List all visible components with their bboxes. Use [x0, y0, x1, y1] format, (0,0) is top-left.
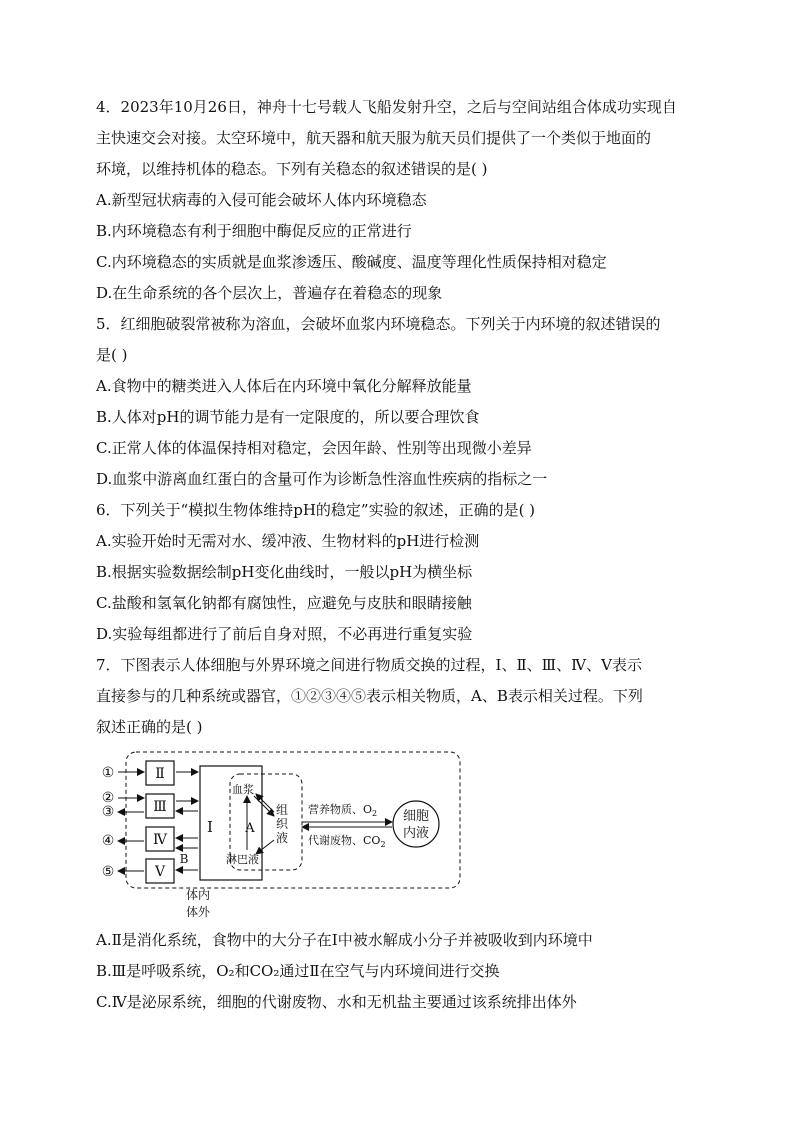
organ-iii-label: Ⅲ: [153, 799, 167, 815]
system-i-label: Ⅰ: [207, 818, 213, 836]
process-a-label: A: [245, 821, 255, 836]
q4-option-c: C.内环境稳态的实质就是血浆渗透压、酸碱度、温度等理化性质保持相对稳定: [96, 253, 607, 271]
q5-option-a: A.食物中的糖类进入人体后在内环境中氧化分解释放能量: [96, 377, 472, 395]
q4-stem-line-2: 主快速交会对接。太空环境中，航天器和航天服为航天员们提供了一个类似于地面的: [96, 129, 652, 147]
q4-option-a: A.新型冠状病毒的入侵可能会破坏人体内环境稳态: [96, 191, 427, 209]
q5-option-b: B.人体对pH的调节能力是有一定限度的，所以要合理饮食: [96, 408, 480, 426]
q6-option-d: D.实验每组都进行了前后自身对照，不必再进行重复实验: [96, 625, 473, 643]
tissue-fluid-char-2: 织: [275, 817, 289, 831]
q7-stem-line-2: 直接参与的几种系统或器官，①②③④⑤表示相关物质，A、B表示相关过程。下列: [96, 687, 643, 705]
q7-option-c: C.Ⅳ是泌尿系统，细胞的代谢废物、水和无机盐主要通过该系统排出体外: [96, 993, 577, 1011]
q5-option-c: C.正常人体的体温保持相对稳定，会因年龄、性别等出现微小差异: [96, 439, 532, 457]
substance-1-label: ①: [101, 765, 115, 781]
q4-option-b: B.内环境稳态有利于细胞中酶促反应的正常进行: [96, 222, 412, 240]
q6-option-b: B.根据实验数据绘制pH变化曲线时，一般以pH为横坐标: [96, 563, 473, 581]
q7-stem-line-1: 7．下图表示人体细胞与外界环境之间进行物质交换的过程，Ⅰ、Ⅱ、Ⅲ、Ⅳ、Ⅴ表示: [96, 656, 642, 674]
arrow-plasma-to-tissue: [254, 796, 274, 816]
cell-label-line-2: 内液: [402, 826, 430, 841]
wastes-text: 代谢废物、CO: [308, 834, 381, 847]
nutrients-text: 营养物质、O: [308, 803, 373, 816]
q4-option-d: D.在生命系统的各个层次上，普遍存在着稳态的现象: [96, 284, 443, 302]
process-b-label: B: [179, 852, 189, 866]
arrow-tissue-to-lymph: [256, 840, 274, 854]
substance-2-label: ②: [101, 790, 115, 806]
wastes-subscript: 2: [380, 840, 386, 849]
wastes-label: [308, 833, 386, 849]
organ-ii-label: Ⅱ: [155, 766, 165, 782]
q6-stem-line-1: 6．下列关于“模拟生物体维持pH的稳定”实验的叙述，正确的是( ): [96, 501, 536, 519]
organ-iv-label: Ⅳ: [153, 832, 167, 848]
tissue-fluid-char-1: 组: [275, 803, 289, 817]
substance-4-label: ④: [101, 833, 115, 849]
inside-body-label: 体内: [186, 888, 211, 902]
q6-option-a: A.实验开始时无需对水、缓冲液、生物材料的pH进行检测: [96, 532, 480, 550]
plasma-label: 血浆: [232, 783, 254, 796]
outside-body-label: 体外: [186, 905, 211, 919]
organ-v-label: Ⅴ: [154, 864, 166, 880]
nutrients-label: [308, 802, 377, 818]
q5-stem-line-1: 5．红细胞破裂常被称为溶血，会破坏血浆内环境稳态。下列关于内环境的叙述错误的: [96, 315, 661, 333]
substance-5-label: ⑤: [101, 864, 115, 880]
exchange-diagram: [96, 746, 466, 922]
q4-stem-line-3: 环境，以维持机体的稳态。下列有关稳态的叙述错误的是( ): [96, 160, 488, 178]
q5-option-d: D.血浆中游离血红蛋白的含量可作为诊断急性溶血性疾病的指标之一: [96, 470, 548, 488]
substance-3-label: ③: [101, 804, 115, 820]
tissue-fluid-char-3: 液: [275, 831, 289, 845]
lymph-label: 淋巴液: [226, 853, 259, 866]
cell-label-line-1: 细胞: [402, 809, 430, 824]
arrow-tissue-to-plasma: [256, 794, 274, 812]
nutrients-subscript: 2: [372, 809, 378, 818]
q6-option-c: C.盐酸和氢氧化钠都有腐蚀性，应避免与皮肤和眼睛接触: [96, 594, 472, 612]
q7-stem-line-3: 叙述正确的是( ): [96, 718, 203, 736]
q4-stem-line-1: 4．2023年10月26日，神舟十七号载人飞船发射升空，之后与空间站组合体成功实现自: [96, 98, 677, 116]
q5-stem-line-2: 是( ): [96, 346, 128, 364]
q7-option-b: B.Ⅲ是呼吸系统，O₂和CO₂通过Ⅱ在空气与内环境间进行交换: [96, 962, 500, 980]
q7-option-a: A.Ⅱ是消化系统，食物中的大分子在Ⅰ中被水解成小分子并被吸收到内环境中: [96, 931, 593, 949]
